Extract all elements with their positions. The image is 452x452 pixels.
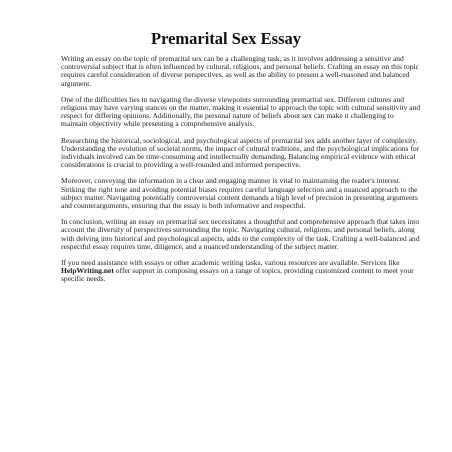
essay-body: [61, 55, 421, 292]
paragraph-conclusion: In conclusion, writing an essay on premarital sex necessitates a thoughtful and comprehensive approach that takes into account the diversity of perspectives surrounding the topic. Navigating cultural, religious, and personal beliefs, along with delving into historical and psychological aspects, adds to the complexity of the task. Crafting a well-balanced and respectful essay requires time, diligence, and a nuanced understanding of the subject matter.: [61, 217, 420, 251]
paragraph-conveying: Moreover, conveying the information in a clear and engaging manner is vital to maintaining the reader's interest. Striking the right tone and avoiding potential biases requires careful language selection and a nuanced approach to the subject matter. Navigating potentially controversial content demands a high level of precision in presenting arguments and counterarguments, ensuring that the essay is both informative and respectful.: [61, 176, 418, 211]
helpwriting-brand: HelpWriting.net: [61, 266, 114, 276]
paragraph-research: Researching the historical, sociological, and psychological aspects of premarital sex adds another layer of complexity. Understanding the evolution of societal norms, the impact of cultural traditions, and the psychological implications for individuals involved can be time-consuming and intellectually demanding. Balancing empirical evidence with ethical considerations is crucial to providing a well-rounded and informed perspective.: [61, 135, 420, 170]
document-title: Premarital Sex Essay: [150, 29, 301, 48]
paragraph-assistance: [61, 259, 421, 284]
paragraph-viewpoints: One of the difficulties lies in navigating the diverse viewpoints surrounding premarital sex. Different cultures and religions may have varying stances on the matter, making it essential to approach the topic with cultural sensitivity and respect for differing opinions. Additionally, the personal nature of beliefs about sex can make it challenging to maintain objectivity while presenting a comprehensive analysis.: [61, 94, 421, 129]
assistance-text-after: offer support in composing essays on a range of topics, providing customized content to meet your specific needs.: [61, 266, 414, 284]
paragraph-intro: Writing an essay on the topic of premarital sex can be a challenging task, as it involves addressing a sensitive and controversial subject that is often influenced by cultural, religious, and personal beliefs. Crafting an essay on this topic requires careful consideration of diverse perspectives, as well as the ability to present a well-reasoned and balanced argument.: [61, 54, 419, 88]
assistance-text-before: If you need assistance with essays or other academic writing tasks, various resources are available. Services like: [61, 258, 400, 268]
